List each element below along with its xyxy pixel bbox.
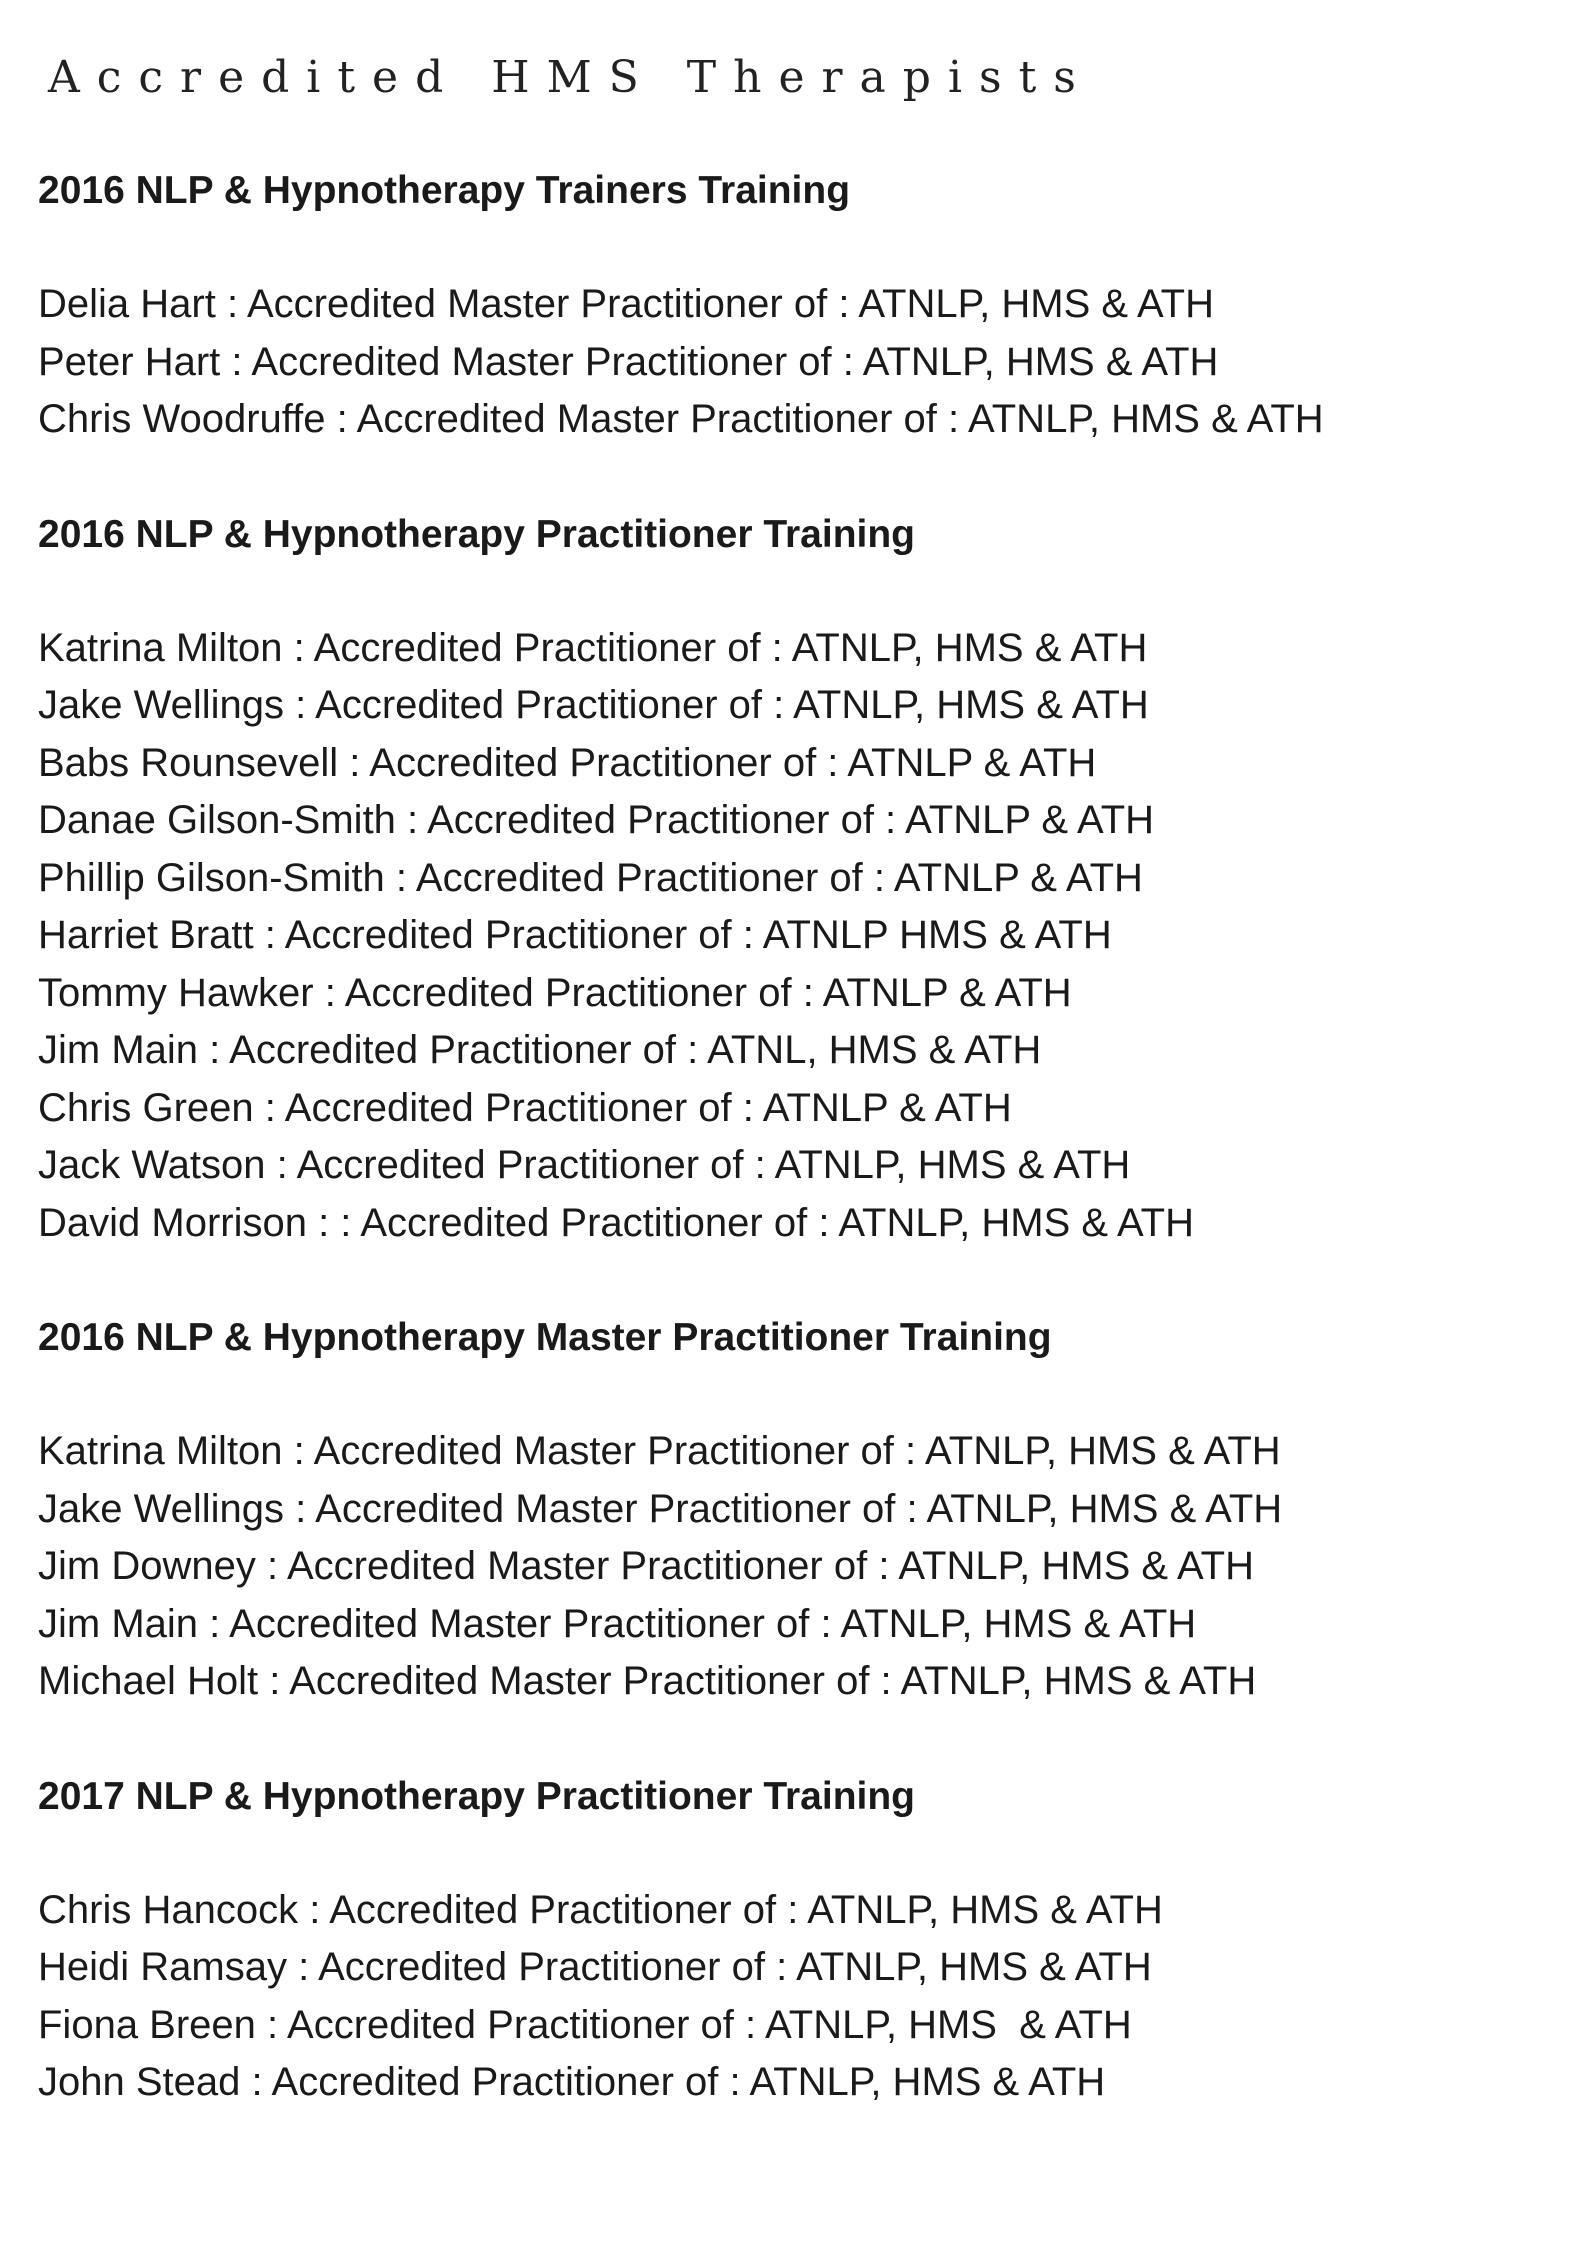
section-2016-trainers bbox=[38, 162, 1538, 449]
therapist-entry: Phillip Gilson-Smith : Accredited Practitioner of : ATNLP & ATH bbox=[38, 855, 1143, 900]
therapist-entry: Chris Green : Accredited Practitioner of : ATNLP & ATH bbox=[38, 1085, 1012, 1130]
therapist-entry: Jim Main : Accredited Practitioner of : ATNL, HMS & ATH bbox=[38, 1028, 1042, 1072]
therapist-entry: Michael Holt : Accredited Master Practitioner of : ATNLP, HMS & ATH bbox=[38, 1659, 1257, 1703]
therapist-entry: Jake Wellings : Accredited Master Practitioner of : ATNLP, HMS & ATH bbox=[38, 1486, 1283, 1531]
section-heading: 2016 NLP & Hypnotherapy Practitioner Training bbox=[38, 512, 916, 556]
section-heading: 2016 NLP & Hypnotherapy Trainers Training bbox=[38, 169, 851, 212]
section-2016-master-practitioner bbox=[38, 1309, 1538, 1711]
document-title: Accredited HMS Therapists bbox=[48, 52, 1093, 103]
therapist-entry: Fiona Breen : Accredited Practitioner of : ATNLP, HMS & ATH bbox=[38, 2002, 1132, 2047]
therapist-entry: Jim Downey : Accredited Master Practitioner of : ATNLP, HMS & ATH bbox=[38, 1544, 1254, 1588]
therapist-entry: Chris Hancock : Accredited Practitioner of : ATNLP, HMS & ATH bbox=[38, 1887, 1163, 1932]
therapist-entry: Chris Woodruffe : Accredited Master Practitioner of : ATNLP, HMS & ATH bbox=[38, 397, 1324, 441]
therapist-entry: Jim Main : Accredited Master Practitioner of : ATNLP, HMS & ATH bbox=[38, 1601, 1197, 1646]
section-heading: 2016 NLP & Hypnotherapy Master Practitioner Training bbox=[38, 1316, 1052, 1359]
section-2016-practitioner bbox=[38, 506, 1538, 1253]
therapist-entry: Katrina Milton : Accredited Practitioner of : ATNLP, HMS & ATH bbox=[38, 625, 1148, 670]
therapist-entry: John Stead : Accredited Practitioner of : ATNLP, HMS & ATH bbox=[38, 2060, 1106, 2104]
section-2017-practitioner bbox=[38, 1768, 1538, 2112]
therapist-entry: David Morrison : : Accredited Practitioner of : ATNLP, HMS & ATH bbox=[38, 1200, 1194, 1245]
therapist-entry: Jack Watson : Accredited Practitioner of : ATNLP, HMS & ATH bbox=[38, 1143, 1131, 1187]
therapist-entry: Katrina Milton : Accredited Master Practitioner of : ATNLP, HMS & ATH bbox=[38, 1429, 1281, 1473]
therapist-entry: Heidi Ramsay : Accredited Practitioner of : ATNLP, HMS & ATH bbox=[38, 1945, 1152, 1989]
therapist-entry: Delia Hart : Accredited Master Practitioner of : ATNLP, HMS & ATH bbox=[38, 282, 1214, 326]
therapist-entry: Peter Hart : Accredited Master Practitioner of : ATNLP, HMS & ATH bbox=[38, 339, 1219, 384]
therapist-entry: Danae Gilson-Smith : Accredited Practitioner of : ATNLP & ATH bbox=[38, 798, 1155, 842]
therapist-entry: Harriet Bratt : Accredited Practitioner of : ATNLP HMS & ATH bbox=[38, 913, 1112, 957]
document-page bbox=[38, 48, 1538, 2169]
therapist-entry: Babs Rounsevell : Accredited Practitioner of : ATNLP & ATH bbox=[38, 740, 1097, 785]
section-heading: 2017 NLP & Hypnotherapy Practitioner Training bbox=[38, 1774, 916, 1818]
therapist-entry: Jake Wellings : Accredited Practitioner of : ATNLP, HMS & ATH bbox=[38, 683, 1149, 727]
therapist-entry: Tommy Hawker : Accredited Practitioner of : ATNLP & ATH bbox=[38, 970, 1072, 1015]
